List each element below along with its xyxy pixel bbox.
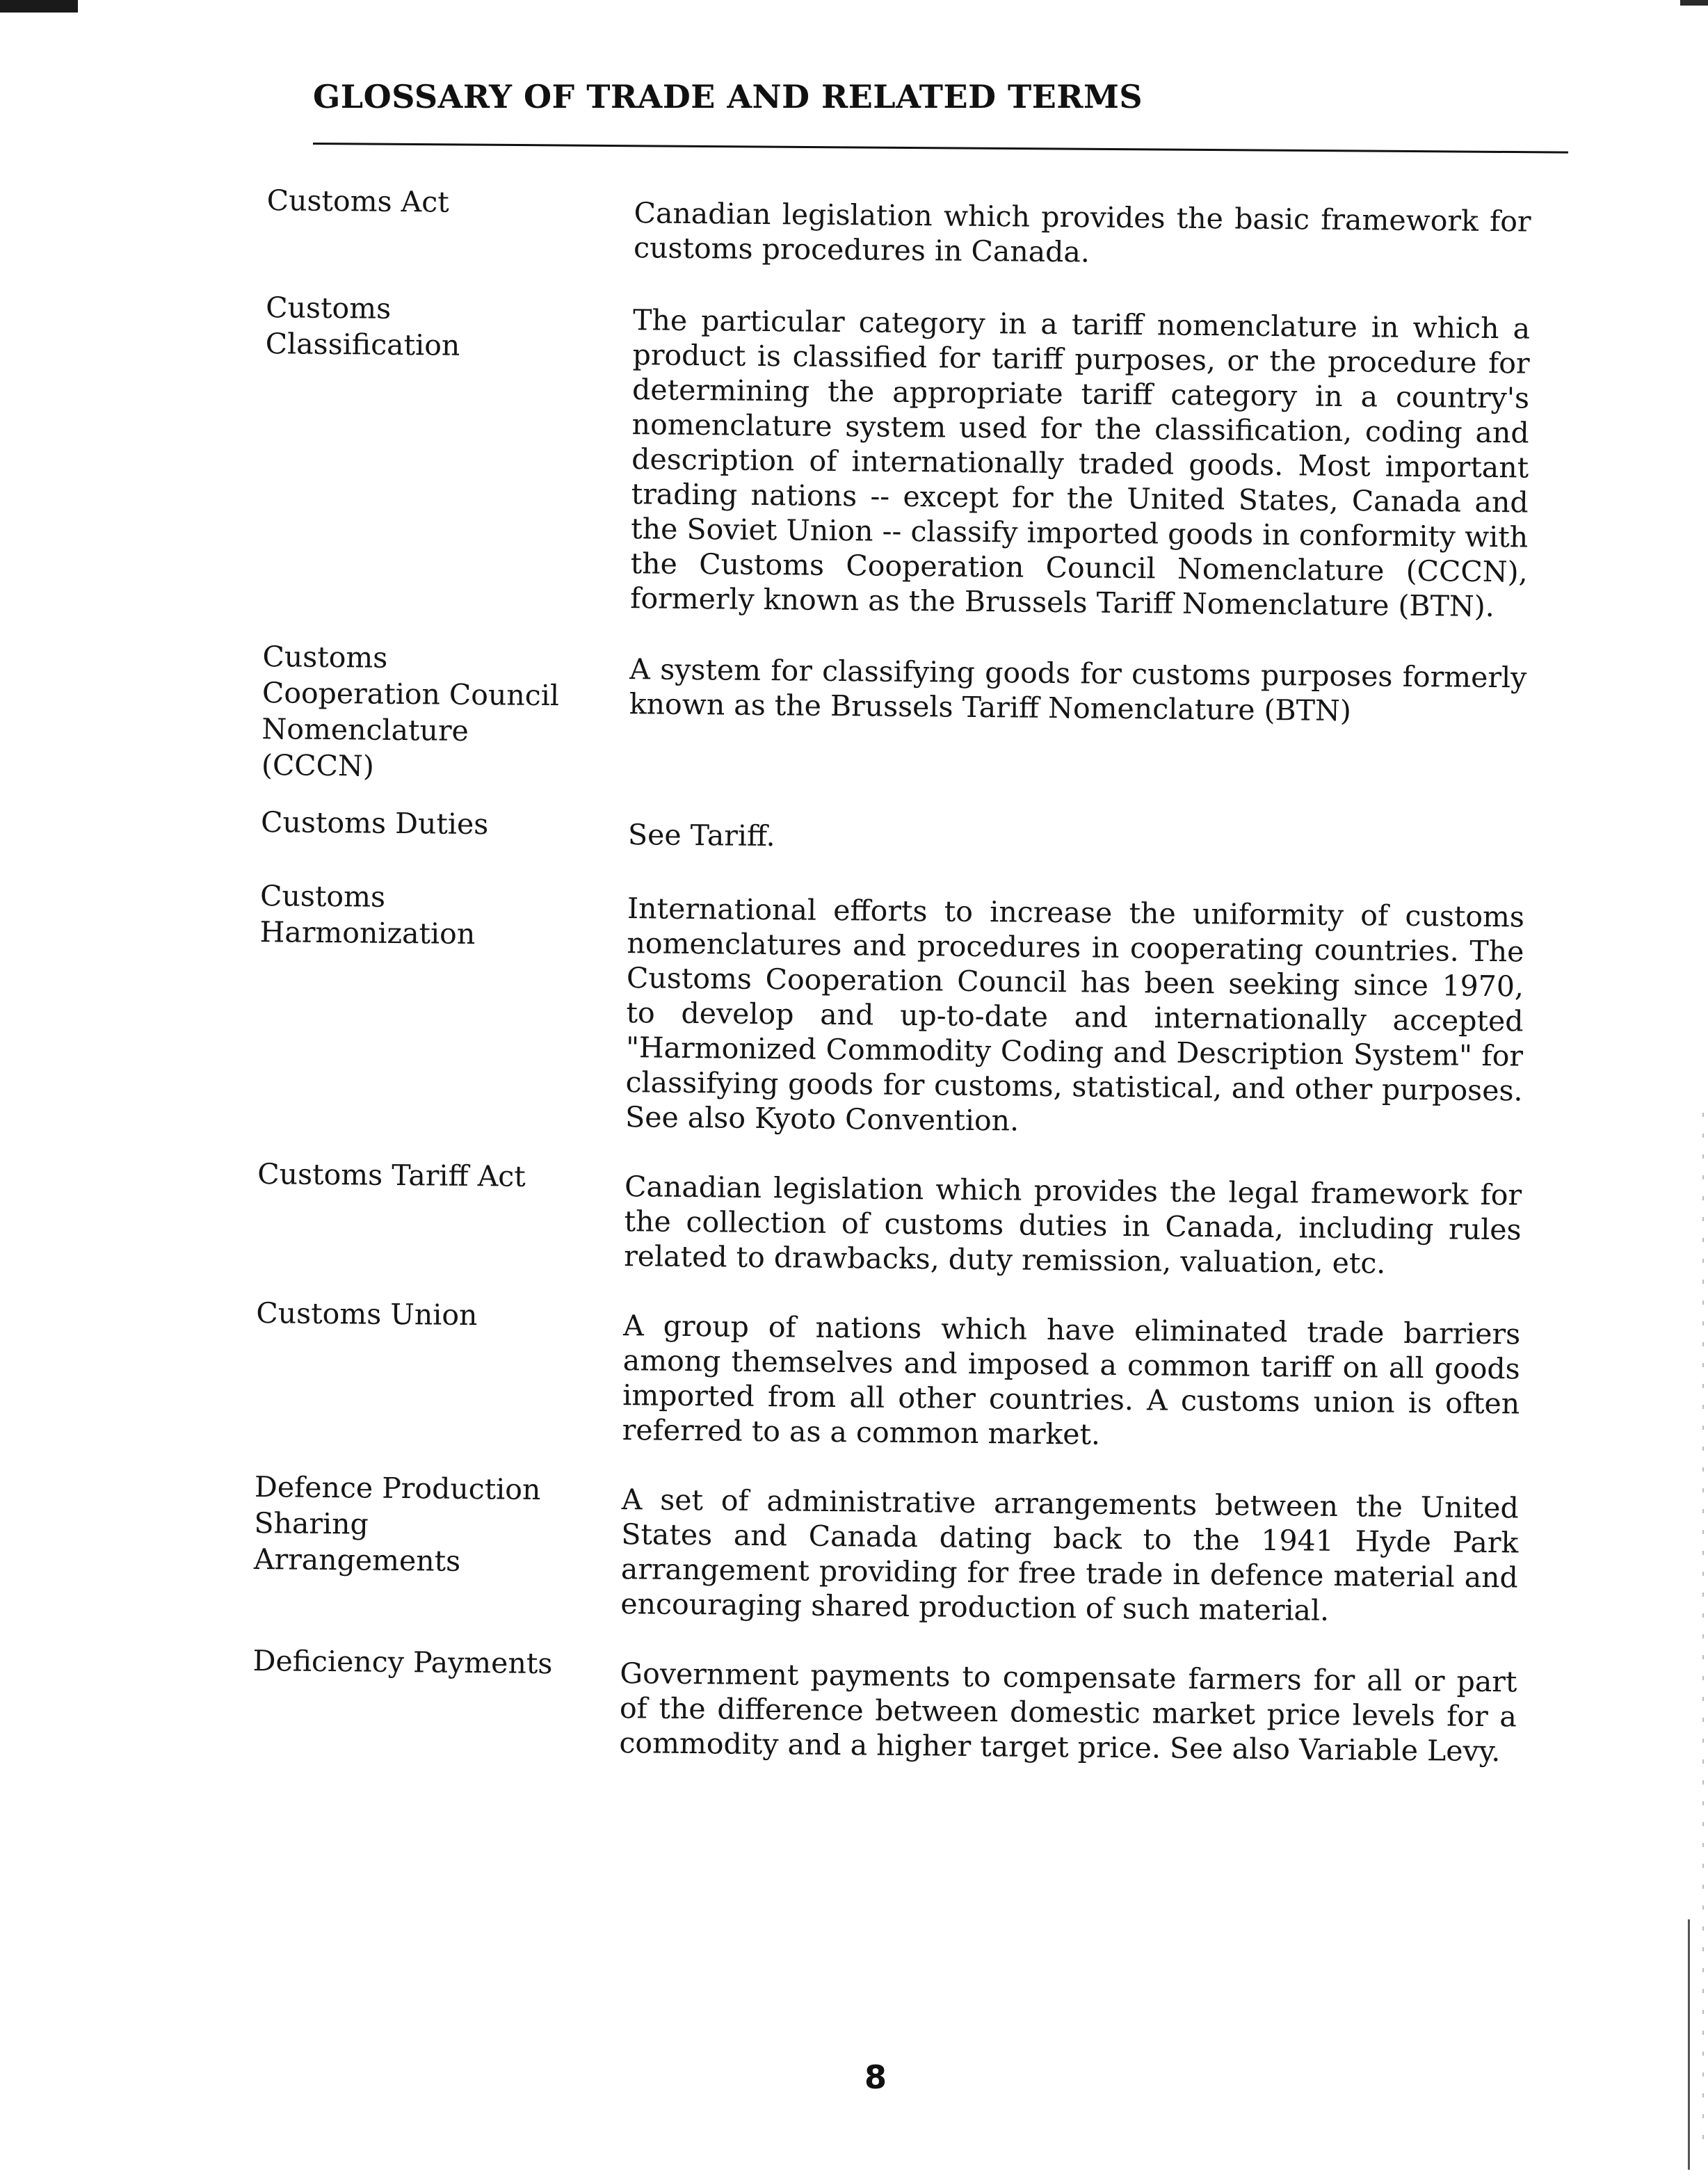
glossary-definition: The particular category in a tariff nomenclature in which a product is classified for tariff purposes, or the procedure for determining the appropriate tariff category in a country's nomenclature system used for the classification, coding and description of internationally traded goods. Most important trading nations -- except for the United States, Canada and the Soviet Union -- classify imported goods in conformity with the Customs Cooperation Council Nomenclature (CCCN), formerly known as the Brussels Tariff Nomenclature (BTN). (630, 303, 1531, 624)
glossary-term: Defence Production Sharing Arrangements (253, 1470, 541, 1578)
scan-corner-line (1680, 0, 1708, 6)
glossary-definition: Canadian legislation which provides the basic framework for customs procedures in Canada. (633, 196, 1531, 269)
glossary-definition: A system for classifying goods for customs purposes formerly known as the Brussels Tariff Nomenclature (BTN) (629, 652, 1527, 728)
glossary-term: Customs Act (266, 184, 449, 219)
glossary-definition: Canadian legislation which provides the legal framework for the collection of customs duties in Canada, including rules related to drawbacks, duty remission, valuation, etc. (623, 1170, 1522, 1280)
page-number: 8 (864, 2058, 887, 2096)
glossary-term: Customs Union (256, 1296, 478, 1332)
glossary-entries (243, 182, 1559, 1769)
glossary-entry (252, 804, 1554, 861)
glossary-entry (243, 1643, 1545, 1769)
title-rule (313, 143, 1568, 154)
glossary-entry (248, 1156, 1549, 1282)
glossary-entry (247, 1295, 1549, 1456)
glossary-definition: A group of nations which have eliminated trade barriers among themselves and imposed a common tariff on all goods imported from all other countries. A customs union is often referred to as a common market. (622, 1309, 1521, 1451)
glossary-term: Customs Duties (260, 805, 489, 841)
glossary-term: Customs Tariff Act (257, 1157, 526, 1193)
scan-corner-mark (0, 0, 78, 13)
glossary-entry (255, 289, 1558, 624)
glossary-definition: See Tariff. (627, 818, 775, 853)
glossary-entry (250, 878, 1552, 1143)
glossary-definition: International efforts to increase the uniformity of customs nomenclatures and procedures in cooperating countries. The Customs Cooperation Council has been seeking since 1970, to develop and up-to-date and internationally accepted "Harmonized Commodity Coding and Description System" for classifying goods for customs, statistical, and other purposes. See also Kyoto Convention. (625, 892, 1525, 1138)
glossary-entry (253, 638, 1555, 796)
glossary-term: Deficiency Payments (252, 1644, 553, 1681)
glossary-entry (245, 1469, 1547, 1630)
scan-edge-line (1688, 1919, 1690, 2170)
glossary-entry (258, 182, 1559, 274)
glossary-definition: A set of administrative arrangements between the United States and Canada dating back to the 1941 Hyde Park arrangement providing for free trade in defence material and encouraging shared production of such material. (620, 1483, 1520, 1627)
glossary-term: Customs Classification (265, 291, 460, 362)
glossary-term: Customs Harmonization (259, 879, 476, 951)
glossary-term: Customs Cooperation Council Nomenclature (CCCN) (261, 640, 560, 783)
glossary-definition: Government payments to compensate farmers for all or part of the difference between domestic market price levels for a commodity and a higher target price. See also Variable Levy. (619, 1657, 1517, 1768)
page-title: GLOSSARY OF TRADE AND RELATED TERMS (313, 78, 1143, 115)
scan-edge-dots (1702, 1113, 1704, 2156)
